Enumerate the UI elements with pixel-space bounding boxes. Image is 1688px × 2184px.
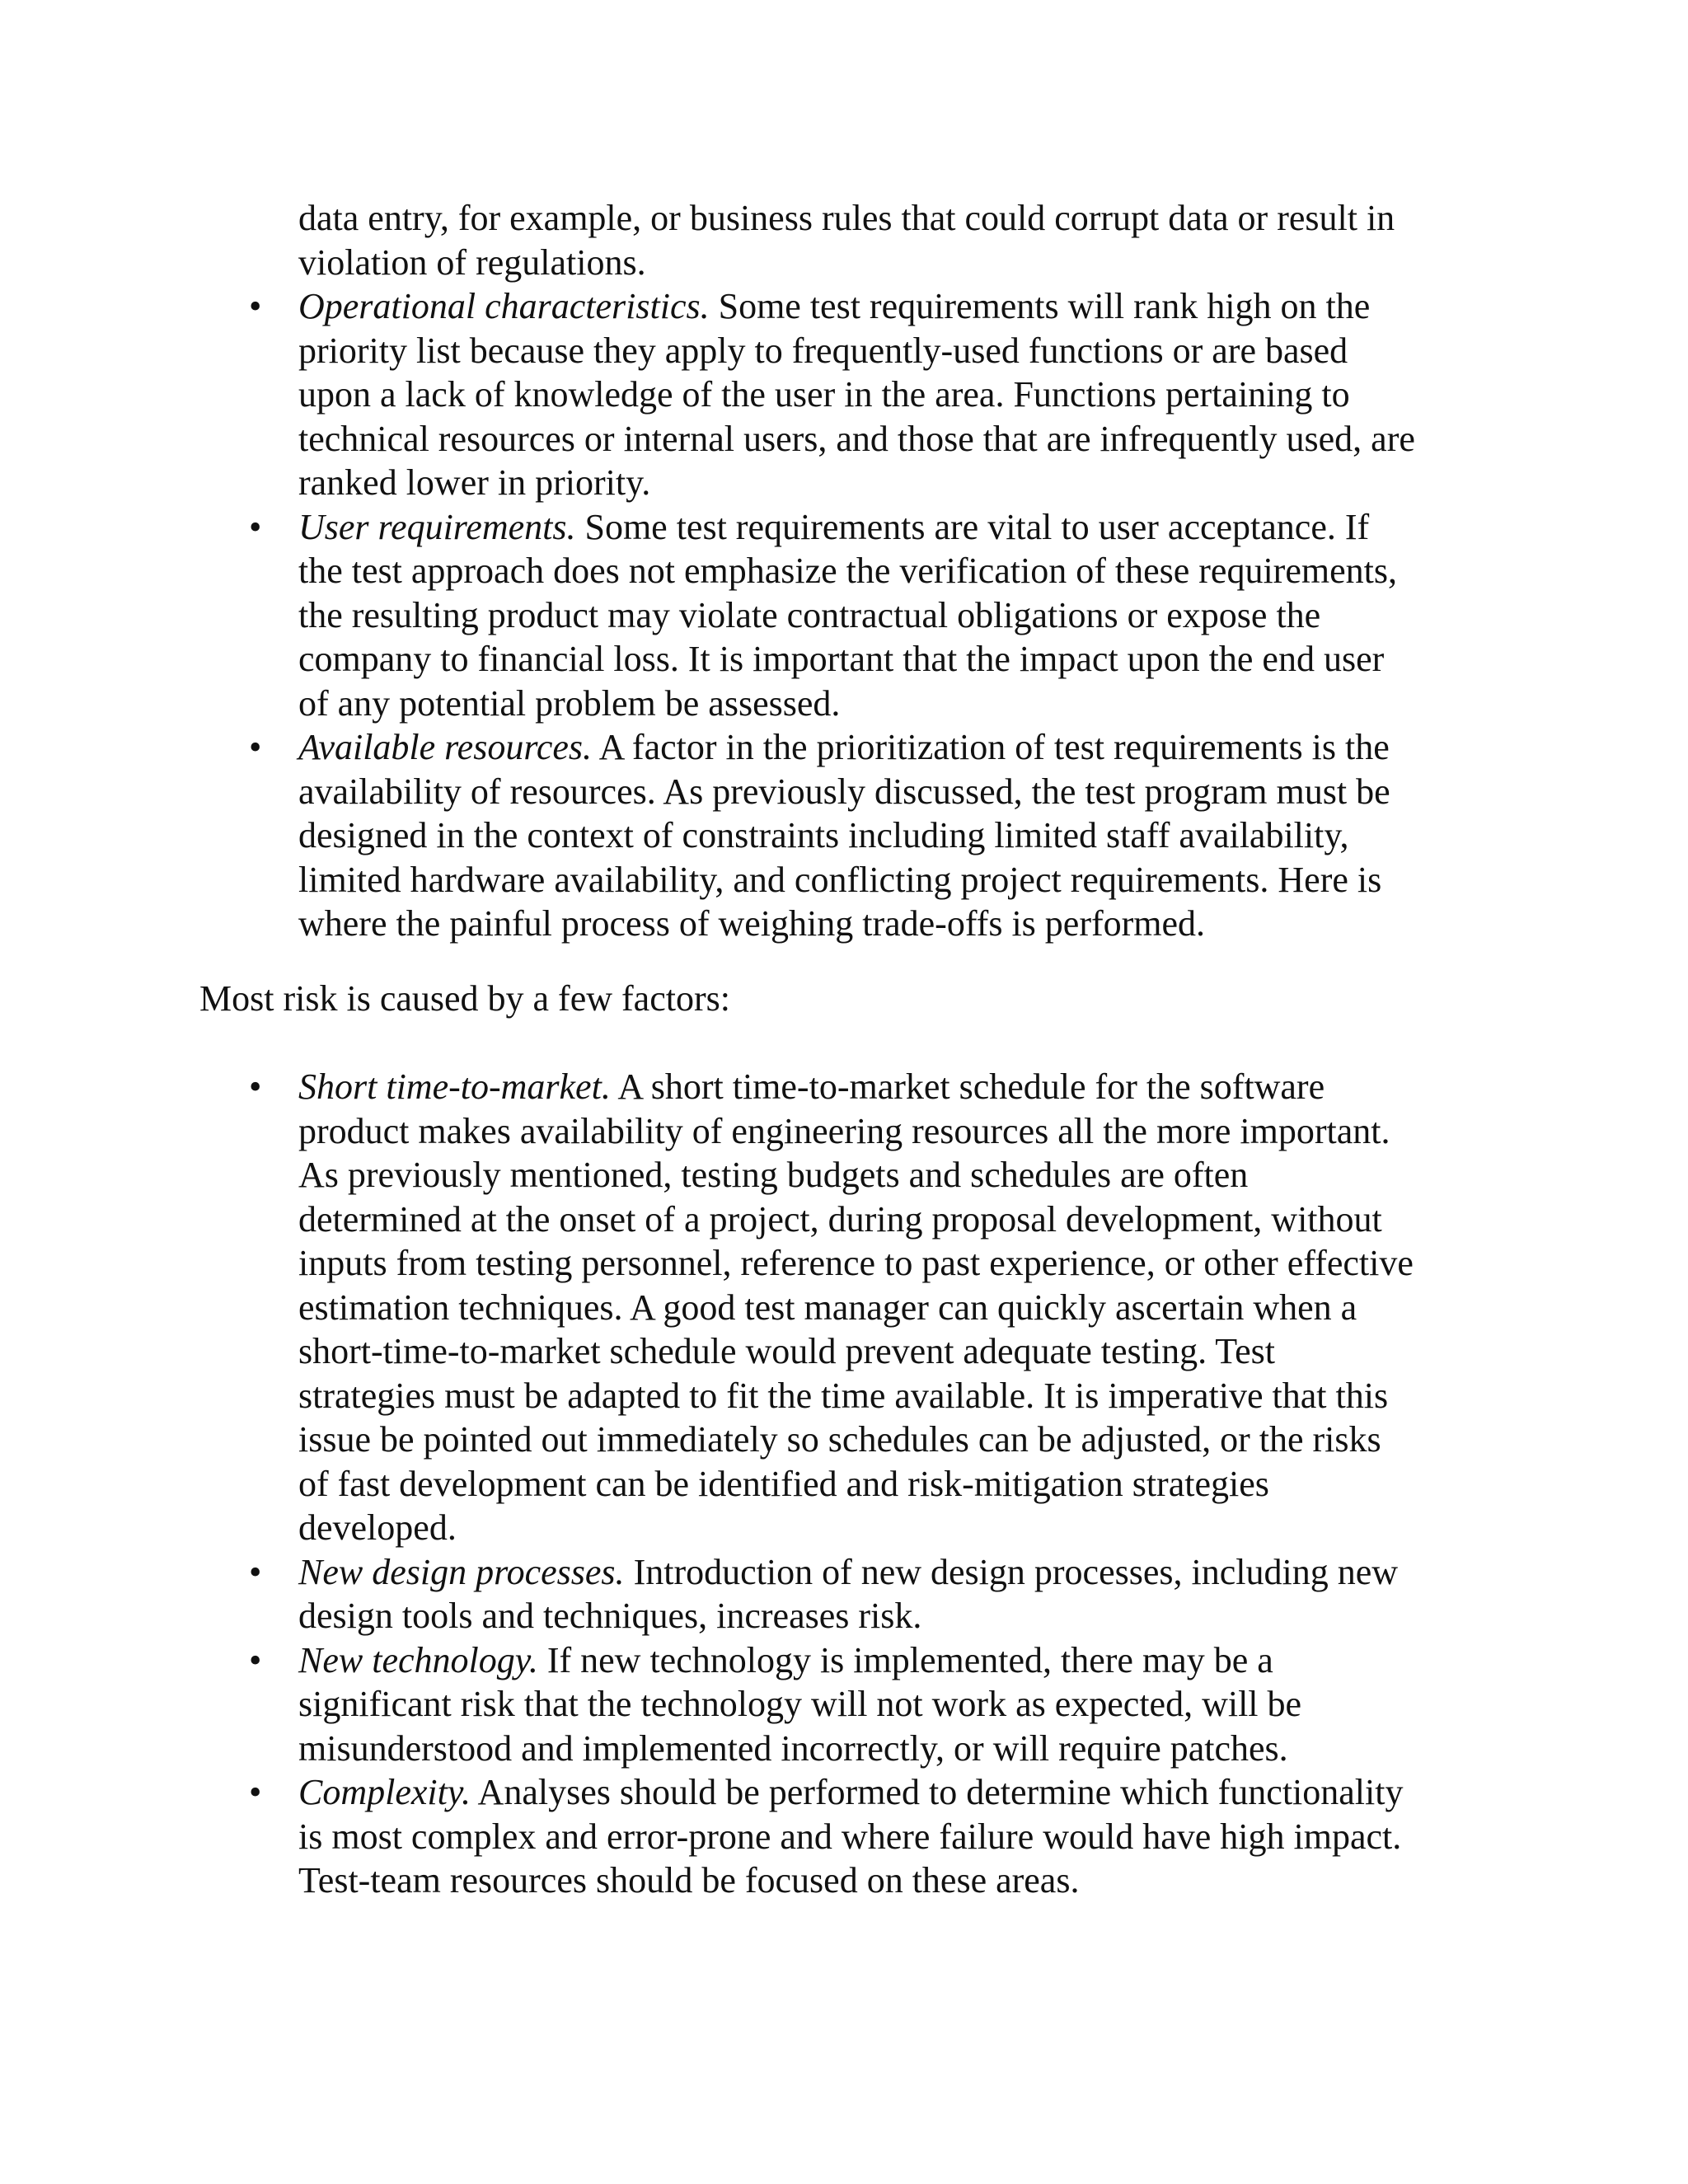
item-line: of fast development can be identified and risk-mitigation strategies [298, 1463, 1269, 1504]
list-item-operational-characteristics [249, 284, 1415, 505]
list-item-complexity [249, 1770, 1404, 1903]
continuation-line: data entry, for example, or business rules that could corrupt data or result in [298, 198, 1395, 238]
list-item-new-technology [249, 1638, 1302, 1771]
bullet-icon: • [249, 1066, 262, 1107]
bullet-icon: • [249, 1551, 262, 1592]
item-line: ranked lower in priority. [298, 462, 651, 503]
item-line: limited hardware availability, and conflicting project requirements. Here is [298, 859, 1382, 900]
continuation-text [298, 196, 1395, 284]
item-lead: Short time-to-market. [298, 1066, 611, 1107]
item-line: issue be pointed out immediately so schedules can be adjusted, or the risks [298, 1419, 1381, 1460]
item-line: developed. [298, 1507, 457, 1548]
item-lead: Operational characteristics. [298, 286, 710, 326]
item-line: As previously mentioned, testing budgets and schedules are often [298, 1155, 1249, 1195]
list-item-available-resources [249, 725, 1390, 946]
item-text: Introduction of new design processes, including new [624, 1551, 1399, 1592]
item-text: Analyses should be performed to determine which functionality [470, 1772, 1404, 1812]
item-lead: New technology. [298, 1639, 538, 1680]
list-item-short-time-to-market [249, 1065, 1414, 1550]
item-line: availability of resources. As previously discussed, the test program must be [298, 771, 1390, 812]
bullet-icon: • [249, 727, 262, 767]
item-line: the resulting product may violate contractual obligations or expose the [298, 594, 1321, 635]
item-line: designed in the context of constraints including limited staff availability, [298, 815, 1349, 855]
bullet-icon: • [249, 506, 262, 547]
item-text: A factor in the prioritization of test requirements is the [592, 727, 1390, 767]
item-line: Test-team resources should be focused on these areas. [298, 1860, 1080, 1900]
item-lead: Available resources. [298, 727, 592, 767]
item-line: is most complex and error-prone and where failure would have high impact. [298, 1816, 1402, 1857]
item-lead: User requirements. [298, 506, 576, 547]
item-line: short-time-to-market schedule would prevent adequate testing. Test [298, 1331, 1275, 1371]
list-item-user-requirements [249, 505, 1397, 726]
item-line: where the painful process of weighing trade-offs is performed. [298, 903, 1206, 944]
item-line: strategies must be adapted to fit the time available. It is imperative that this [298, 1375, 1389, 1416]
item-line: of any potential problem be assessed. [298, 682, 841, 724]
bullet-icon: • [249, 286, 262, 326]
bullet-icon: • [249, 1639, 262, 1680]
item-line: priority list because they apply to frequently-used functions or are based [298, 330, 1348, 371]
item-line: upon a lack of knowledge of the user in the area. Functions pertaining to [298, 374, 1350, 415]
item-text: Some test requirements are vital to user acceptance. If [575, 506, 1370, 547]
item-text: Some test requirements will rank high on the [709, 286, 1371, 326]
item-line: determined at the onset of a project, during proposal development, without [298, 1198, 1382, 1240]
item-line: technical resources or internal users, and those that are infrequently used, are [298, 418, 1415, 459]
item-lead: Complexity. [298, 1772, 471, 1812]
paragraph-risk-factors: Most risk is caused by a few factors: [199, 978, 730, 1019]
item-line: the test approach does not emphasize the verification of these requirements, [298, 551, 1397, 591]
item-line: design tools and techniques, increases risk. [298, 1596, 922, 1636]
bullet-icon: • [249, 1772, 262, 1812]
item-line: estimation techniques. A good test manager can quickly ascertain when a [298, 1286, 1357, 1328]
item-line: inputs from testing personnel, reference to past experience, or other effective [298, 1243, 1414, 1283]
item-lead: New design processes. [298, 1551, 625, 1592]
item-text: A short time-to-market schedule for the software [610, 1066, 1325, 1107]
item-line: significant risk that the technology will not work as expected, will be [298, 1684, 1302, 1724]
item-line: misunderstood and implemented incorrectly, or will require patches. [298, 1727, 1288, 1769]
list-item-new-design-processes [249, 1550, 1399, 1638]
continuation-line: violation of regulations. [298, 241, 646, 283]
item-line: product makes availability of engineering resources all the more important. [298, 1110, 1390, 1151]
item-line: company to financial loss. It is important that the impact upon the end user [298, 639, 1385, 679]
item-text: If new technology is implemented, there may be a [537, 1639, 1273, 1680]
